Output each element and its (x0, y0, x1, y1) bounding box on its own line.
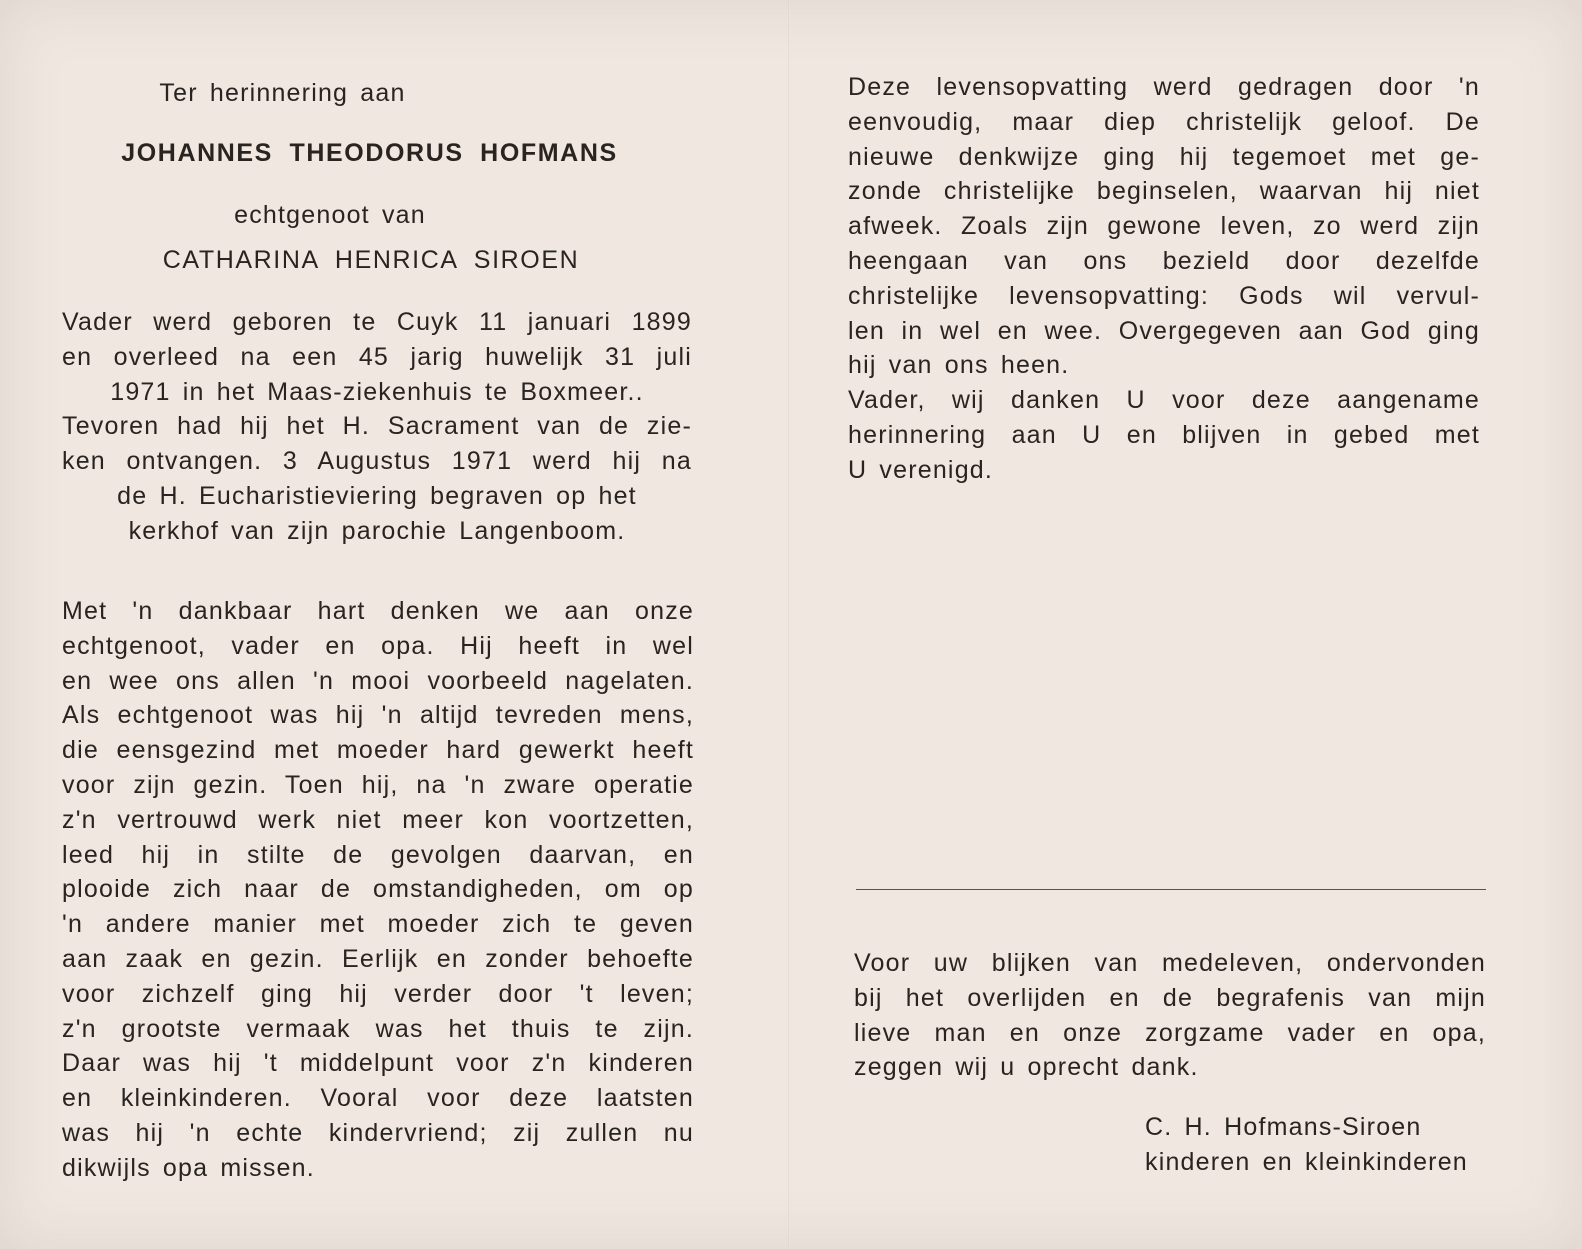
memory-line: echtgenoot, vader en opa. Hij heeft in wel (62, 631, 694, 660)
bio-line: en overleed na een 45 jarig huwelijk 31 juli (62, 342, 692, 371)
memory-line: plooide zich naar de omstandigheden, om op (62, 875, 694, 904)
faith-line: zonde christelijke beginselen, waarvan hij niet (848, 177, 1480, 206)
faith-line: afweek. Zoals zijn gewone leven, zo werd zijn (848, 212, 1480, 241)
bio-line: 1971 in het Maas-ziekenhuis te Boxmeer.. (110, 377, 644, 406)
signature-family: kinderen en kleinkinderen (1145, 1148, 1468, 1176)
faith-line: U verenigd. (848, 455, 994, 484)
biography-paragraph (62, 305, 692, 549)
faith-line: eenvoudig, maar diep christelijk geloof. De (848, 107, 1480, 136)
bio-line: de H. Eucharistieviering begraven op het (117, 481, 637, 510)
memory-line: 'n andere manier met moeder zich te geven (62, 910, 694, 939)
memory-line: Daar was hij 't middelpunt voor z'n kinderen (62, 1049, 694, 1078)
memory-line: Als echtgenoot was hij 'n altijd tevreden mens, (62, 701, 694, 730)
faith-line: heengaan van ons bezield door dezelfde (848, 246, 1480, 275)
faith-line: Deze levensopvatting werd gedragen door 'n (848, 73, 1480, 101)
bio-line: ken ontvangen. 3 Augustus 1971 werd hij na (62, 447, 692, 476)
thanks-line: Voor uw blijken van medeleven, ondervonden (854, 949, 1486, 977)
memory-line: dikwijls opa missen. (62, 1153, 315, 1182)
signature-name: C. H. Hofmans-Siroen (1145, 1113, 1422, 1141)
thanks-line: bij het overlijden en de begrafenis van mijn (854, 983, 1486, 1012)
faith-line: christelijke levensopvatting: Gods wil vervul- (848, 281, 1480, 310)
bio-line: kerkhof van zijn parochie Langenboom. (128, 516, 626, 545)
memory-line: en wee ons allen 'n mooi voorbeeld nagelaten. (62, 666, 694, 695)
memory-line: voor zijn gezin. Toen hij, na 'n zware operatie (62, 770, 694, 799)
memory-line: en kleinkinderen. Vooral voor deze laatsten (62, 1084, 694, 1113)
card-fold (788, 0, 790, 1249)
spouse-name: CATHARINA HENRICA SIROEN (162, 246, 580, 274)
memory-paragraph (62, 594, 694, 1186)
bio-line: Vader werd geboren te Cuyk 11 januari 1899 (62, 308, 692, 336)
intro-text: Ter herinnering aan (159, 79, 406, 107)
faith-line: hij van ons heen. (848, 351, 1070, 380)
memory-line: aan zaak en gezin. Eerlijk en zonder behoefte (62, 944, 694, 973)
section-divider (856, 889, 1486, 890)
memory-line: was hij 'n echte kindervriend; zij zullen nu (62, 1118, 694, 1147)
memory-line: die eensgezind met moeder hard gewerkt heeft (62, 736, 694, 765)
faith-line: herinnering aan U en blijven in gebed met (848, 420, 1480, 449)
faith-line: Vader, wij danken U voor deze aangename (848, 386, 1480, 415)
memory-line: Met 'n dankbaar hart denken we aan onze (62, 597, 694, 625)
thanks-paragraph (854, 946, 1486, 1085)
memory-line: voor zichzelf ging hij verder door 't leven; (62, 979, 694, 1008)
memory-line: z'n vertrouwd werk niet meer kon voortzetten, (62, 805, 694, 834)
bio-line: Tevoren had hij het H. Sacrament van de zie- (62, 412, 692, 441)
spouse-intro: echtgenoot van (234, 201, 426, 229)
deceased-name: JOHANNES THEODORUS HOFMANS (121, 139, 618, 167)
memory-line: leed hij in stilte de gevolgen daarvan, en (62, 840, 694, 869)
faith-line: len in wel en wee. Overgegeven aan God ging (848, 316, 1480, 345)
thanks-line: lieve man en onze zorgzame vader en opa, (854, 1018, 1486, 1047)
faith-line: nieuwe denkwijze ging hij tegemoet met ge- (848, 142, 1480, 171)
thanks-line: zeggen wij u oprecht dank. (854, 1053, 1199, 1082)
faith-paragraph (848, 70, 1480, 488)
memory-line: z'n grootste vermaak was het thuis te zijn. (62, 1014, 694, 1043)
